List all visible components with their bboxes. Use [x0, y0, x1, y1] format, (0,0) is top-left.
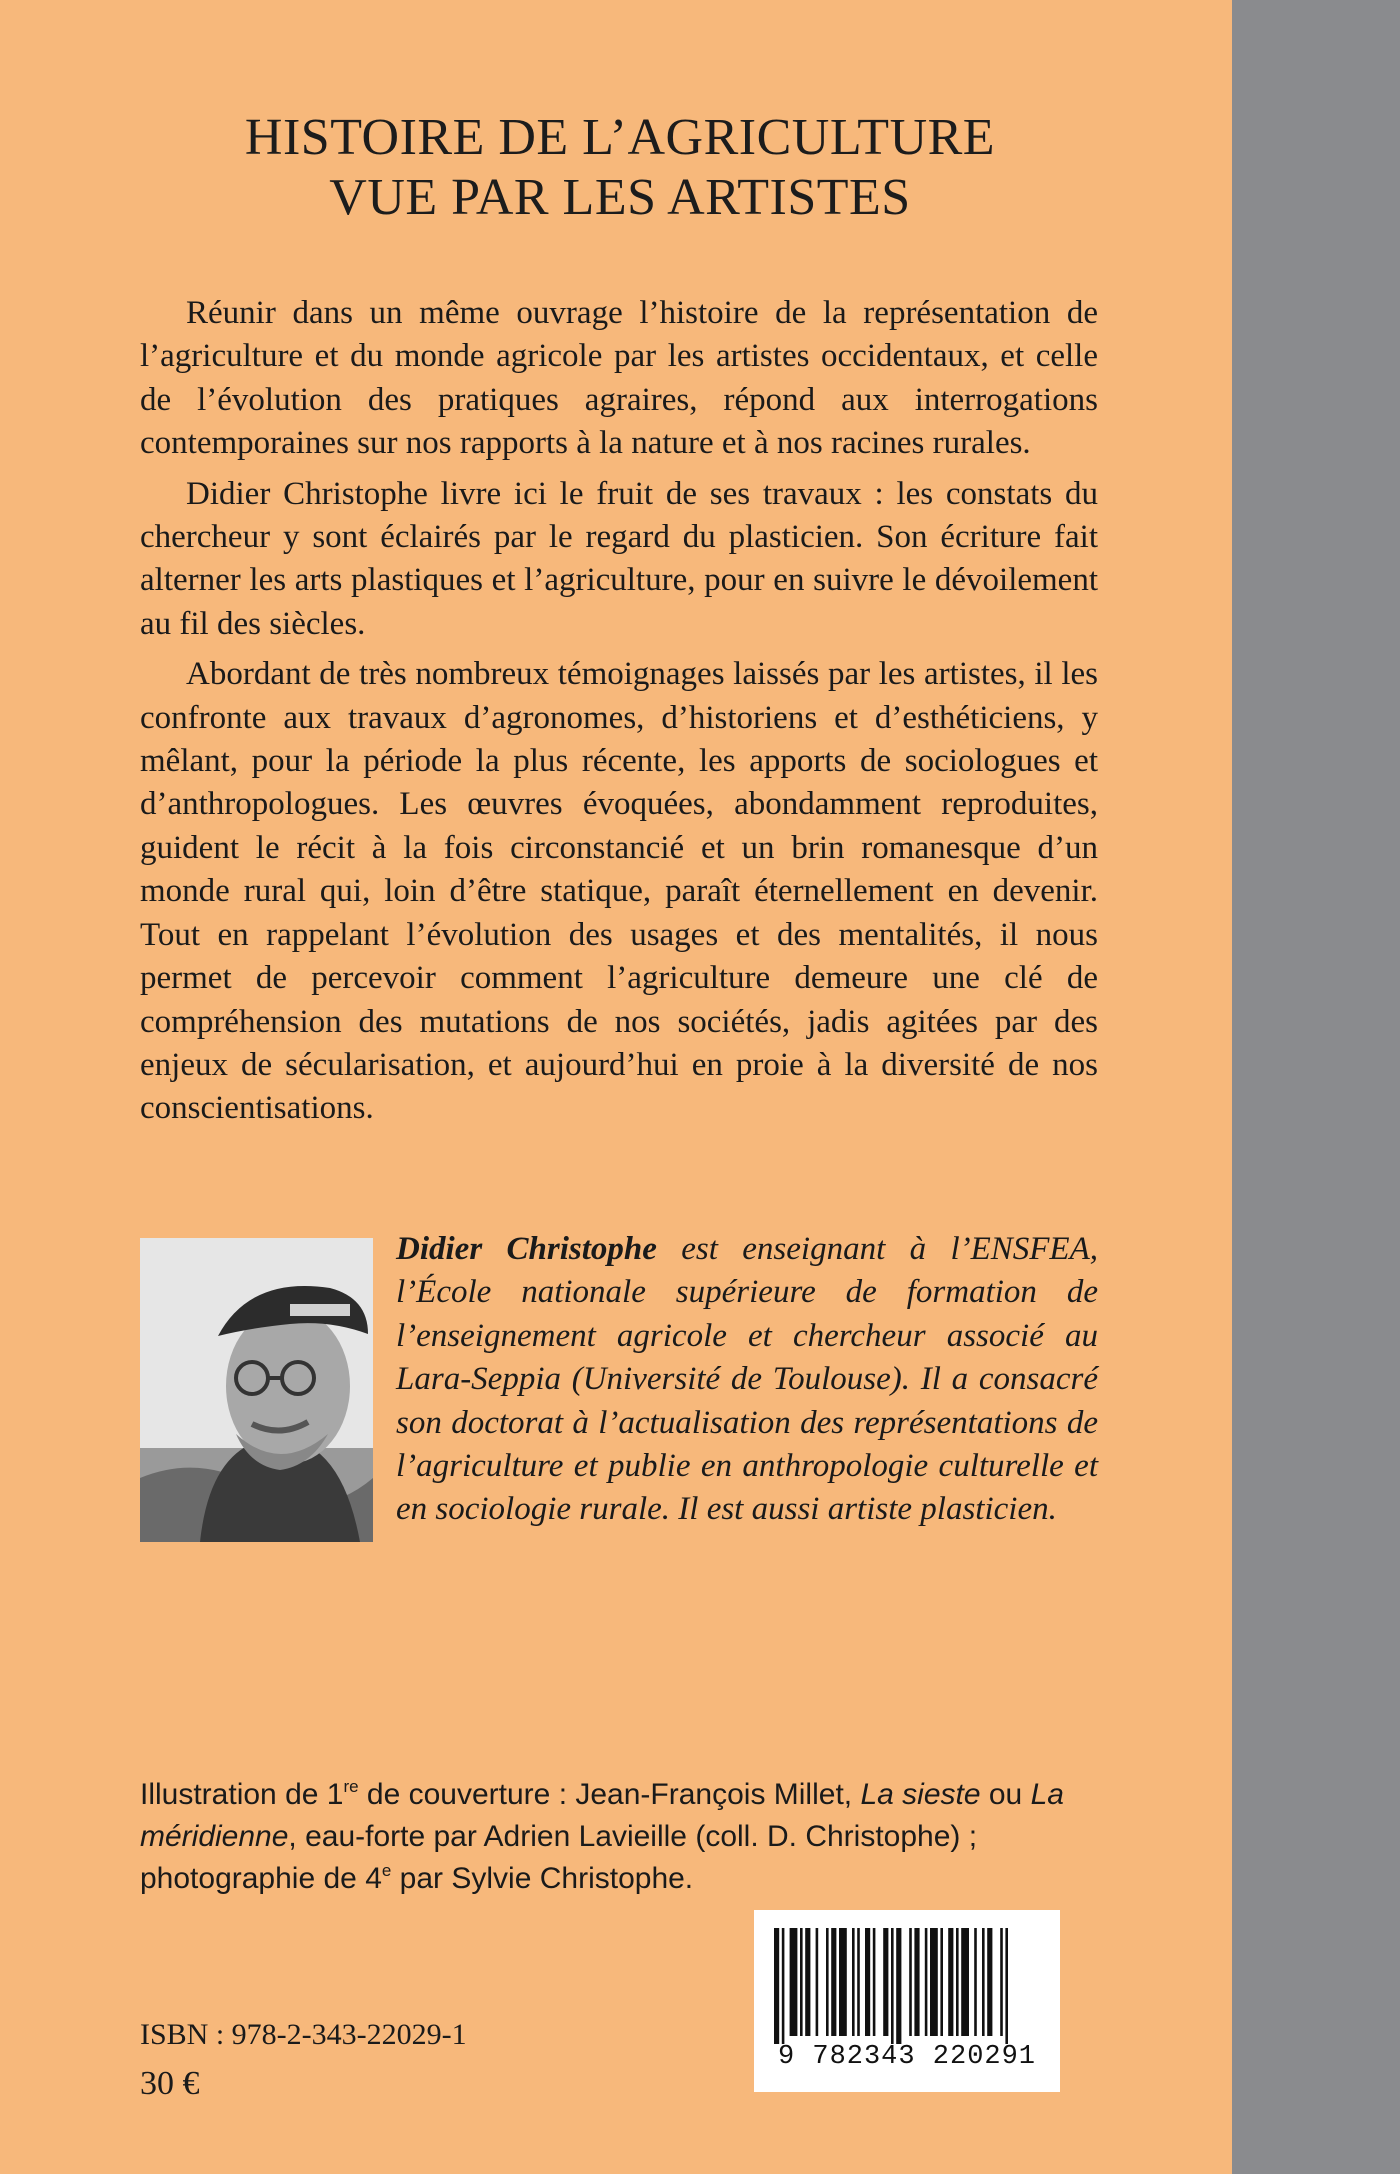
barcode-bar: [896, 1928, 901, 2044]
credit-work-title: La sieste: [860, 1778, 981, 1811]
author-name: Didier Christophe: [396, 1231, 657, 1267]
barcode-bar: [956, 1928, 959, 2036]
barcode-bar: [857, 1928, 860, 2036]
barcode-bar: [940, 1928, 943, 2036]
barcode-bar: [974, 1928, 977, 2036]
barcode-bar: [987, 1928, 992, 2036]
summary-paragraph: Réunir dans un même ouvrage l’histoire de la représentation de l’agriculture et du monde agricole par les artistes occidentaux, et celle de l’évolution des pratiques agraires, répond aux interrogations contemporaines sur nos rapports à la nature et à nos racines rurales.: [140, 295, 1098, 462]
credit-text: par Sylvie Christophe.: [391, 1862, 694, 1895]
barcode-bar: [800, 1928, 803, 2036]
title-line-1: HISTOIRE DE L’AGRICULTURE: [244, 109, 996, 166]
book-spine: [1232, 0, 1400, 2174]
credit-work-title: La méridienne: [140, 1778, 1064, 1853]
author-bio: [396, 1228, 1098, 1532]
illustration-credit: [140, 1774, 1140, 1900]
barcode-bar: [914, 1928, 919, 2036]
summary-paragraph: Didier Christophe livre ici le fruit de ses travaux : les constats du chercheur y sont éclairés par le regard du plasticien. Son écriture fait alterner les arts plastiques et l’agriculture, pour en suivre le dévoilement au fil des siècles.: [140, 475, 1098, 642]
credit-superscript: e: [381, 1861, 392, 1880]
book-title: [140, 108, 1100, 228]
barcode-bar: [961, 1928, 969, 2036]
barcode-bar: [930, 1928, 938, 2036]
credit-text: , eau-forte par Adrien Lavieille (coll. D. Christophe) ; photographie de 4: [140, 1820, 978, 1895]
author-portrait-image: [140, 1238, 373, 1542]
barcode-bar: [782, 1928, 785, 2044]
price: 30 €: [140, 2065, 200, 2102]
barcode-bar: [948, 1928, 953, 2036]
barcode-bar: [805, 1928, 810, 2036]
credit-text: Illustration de 1: [140, 1778, 344, 1811]
barcode-bar: [816, 1928, 819, 2036]
barcode-bar: [790, 1928, 798, 2036]
barcode-bars: [770, 1928, 1044, 2044]
barcode-bar: [826, 1928, 829, 2036]
barcode-bar: [891, 1928, 894, 2044]
barcode-bar: [831, 1928, 836, 2036]
barcode-bar: [865, 1928, 870, 2036]
author-bio-text: est enseignant à l’ENSFEA, l’École nationale supérieure de formation de l’enseignement agricole et chercheur associé au Lara-Seppia (Université de Toulouse). Il a consacré son doctorat à l’actualisation des représentations de l’agriculture et publie en anthropologie culturelle et en sociologie rurale. Il est aussi artiste plasticien.: [396, 1231, 1098, 1528]
barcode-number: 9 782343 220291: [777, 2042, 1037, 2072]
barcode-bar: [1005, 1928, 1008, 2044]
barcode-bar: [774, 1928, 779, 2044]
credit-text: de couverture : Jean-François Millet,: [358, 1778, 861, 1811]
barcode-bar: [909, 1928, 912, 2036]
barcode-bar: [1000, 1928, 1003, 2036]
credit-superscript: re: [343, 1777, 359, 1796]
summary-text: [140, 292, 1098, 1138]
credit-text: ou: [980, 1778, 1031, 1811]
title-line-2: VUE PAR LES ARTISTES: [329, 169, 911, 226]
author-photo: [140, 1238, 373, 1542]
barcode-bar: [925, 1928, 928, 2036]
barcode-bar: [982, 1928, 985, 2036]
barcode-bar: [883, 1928, 888, 2036]
barcode-bar: [852, 1928, 855, 2036]
barcode-bar: [873, 1928, 876, 2036]
barcode-bar: [839, 1928, 847, 2036]
isbn: ISBN : 978-2-343-22029-1: [140, 2018, 467, 2051]
summary-paragraph: Abordant de très nombreux témoignages laissés par les artistes, il les confronte aux travaux d’agronomes, d’historiens et d’esthéticiens, y mêlant, pour la période la plus récente, les apports de sociologues et d’anthropologues. Les œuvres évoquées, abondamment reproduites, guident le récit à la fois circonstancié et un brin romanesque d’un monde rural qui, loin d’être statique, paraît éternellement en devenir. Tout en rappelant l’évolution des usages et des mentalités, il nous permet de percevoir comment l’agriculture demeure une clé de compréhension des mutations de nos sociétés, jadis agitées par des enjeux de sécularisation, et aujourd’hui en proie à la diversité de nos conscientisations.: [140, 656, 1098, 1127]
barcode: [754, 1910, 1060, 2092]
